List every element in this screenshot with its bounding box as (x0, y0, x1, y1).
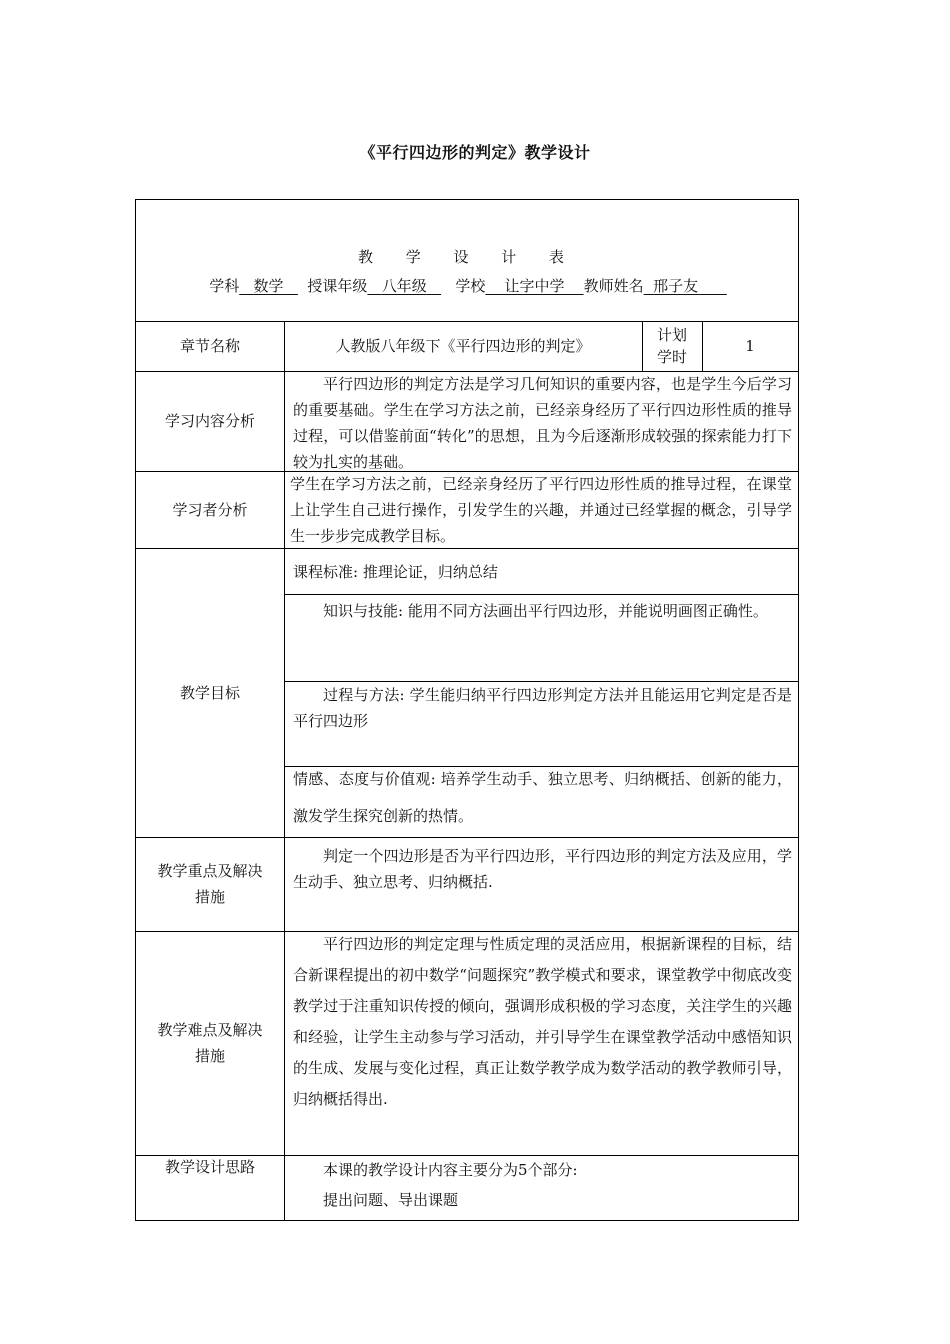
goal-course-standard: 课程标准: 推理论证，归纳总结 (293, 563, 498, 581)
document-title: 《平行四边形的判定》教学设计 (359, 143, 591, 162)
difficulties-text: 平行四边形的判定定理与性质定理的灵活应用，根据新课程的目标，结合新课程提出的初中数学“问题探究”教学模式和要求，课堂教学中彻底改变教学过于注重知识传授的倾向，强调形成积极的学习态度，关注学生的兴趣和经验，让学生主动参与学习活动，并引导学生在课堂教学活动中感悟知识的生成、发展与变化过程，真正让数学教学成为数学活动的教学教师引导，归纳概括得出. (293, 935, 792, 1108)
planned-hours-label: 计划 学时 (656, 326, 687, 366)
goal-emotion-attitude: 情感、态度与价值观: 培养学生动手、独立思考、归纳概括、创新的能力，激发学生探究创新的热情。 (293, 770, 792, 825)
key-points-label: 教学重点及解决 措施 (157, 862, 263, 906)
learner-analysis-text: 学生在学习方法之前，已经亲身经历了平行四边形性质的推导过程，在课堂上让学生自己进行操作，引发学生的兴趣，并通过已经掌握的概念，引导学生一步步完成教学目标。 (290, 475, 792, 545)
subject-value: 数学 (253, 277, 284, 295)
teaching-goals-label: 教学目标 (179, 683, 240, 702)
design-ideas-line-2: 提出问题、导出课题 (323, 1191, 459, 1209)
goal-process-method: 过程与方法: 学生能归纳平行四边形判定方法并且能运用它判定是否是平行四边形 (293, 686, 792, 730)
content-analysis-label: 学习内容分析 (164, 412, 255, 430)
teacher-value: 邢子友 (653, 277, 699, 295)
design-ideas-line-1: 本课的教学设计内容主要分为5个部分: (323, 1161, 578, 1179)
table-header-info (136, 275, 800, 296)
table-title: 教 学 设 计 表 (357, 248, 579, 266)
planned-hours-value: 1 (745, 337, 755, 355)
school-label: 学校 (455, 277, 486, 295)
grade-value: 八年级 (381, 277, 427, 295)
grade-label: 授课年级 (307, 277, 368, 295)
key-points-text: 判定一个四边形是否为平行四边形，平行四边形的判定方法及应用，学生动手、独立思考、归纳概括. (293, 847, 792, 891)
goal-divider (284, 594, 798, 595)
teacher-label: 教师姓名 (583, 277, 644, 295)
school-value: 让字中学 (504, 277, 565, 295)
learner-analysis-label: 学习者分析 (172, 500, 248, 519)
design-ideas-label: 教学设计思路 (164, 1158, 255, 1176)
difficulties-label: 教学难点及解决 措施 (157, 1021, 263, 1065)
subject-label: 学科 (209, 277, 240, 295)
content-analysis-text: 平行四边形的判定方法是学习几何知识的重要内容，也是学生今后学习的重要基础。学生在学习方法之前，已经亲身经历了平行四边形性质的推导过程，可以借鉴前面“转化”的思想，且为今后逐渐形成较强的探索能力打下较为扎实的基础。 (293, 375, 792, 471)
goal-knowledge-skills: 知识与技能: 能用不同方法画出平行四边形，并能说明画图正确性。 (323, 602, 768, 620)
chapter-label: 章节名称 (179, 337, 240, 355)
design-table (135, 199, 799, 1221)
design-ideas-text (284, 1155, 798, 1215)
chapter-value: 人教版八年级下《平行四边形的判定》 (335, 337, 591, 355)
